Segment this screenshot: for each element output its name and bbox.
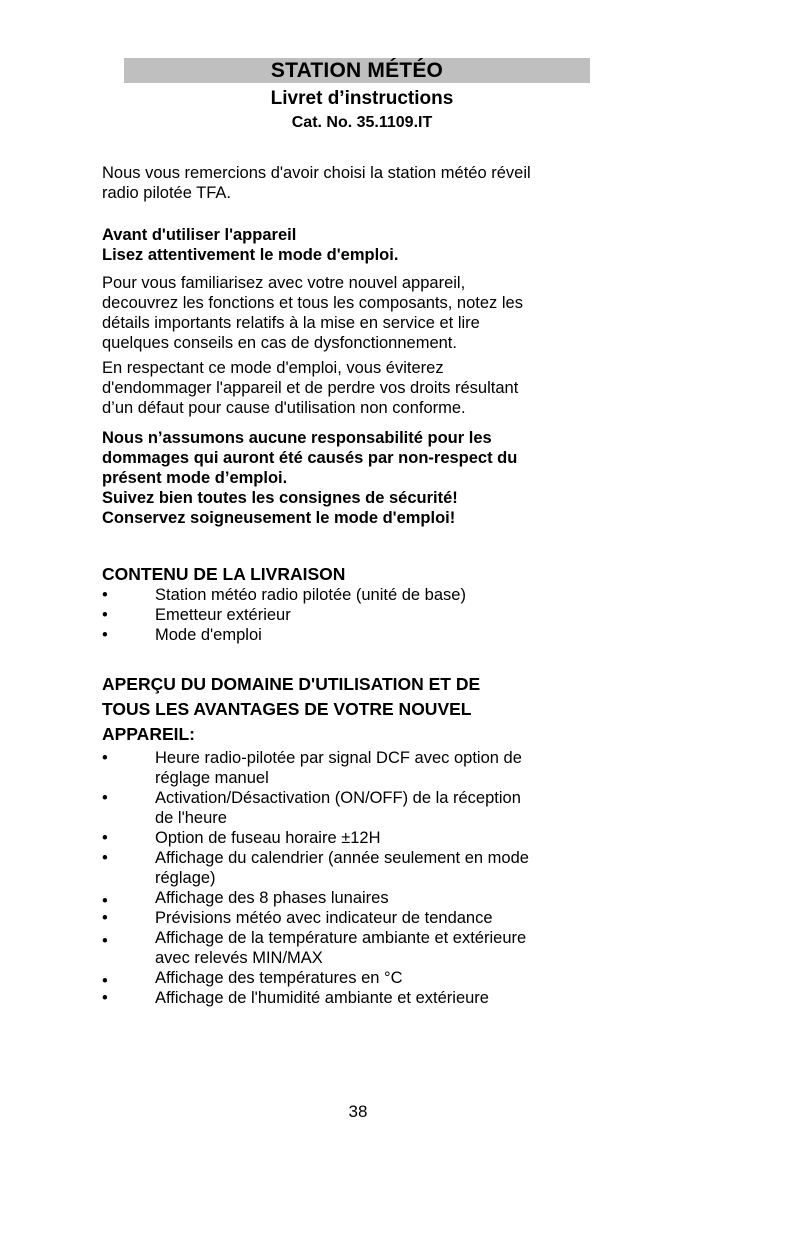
list-item-label-cont: de l'heure bbox=[155, 809, 227, 827]
list-item-label: Affichage des 8 phases lunaires bbox=[155, 889, 389, 907]
list-item-label: Mode d'emploi bbox=[155, 626, 262, 644]
respecting-line-2: d'endommager l'appareil et de perdre vos droits résultant bbox=[102, 379, 519, 397]
delivery-contents-heading: CONTENU DE LA LIVRAISON bbox=[102, 564, 346, 584]
bullet-icon: • bbox=[102, 892, 108, 910]
list-item-label-cont: avec relevés MIN/MAX bbox=[155, 949, 323, 967]
liability-line-2: dommages qui auront été causés par non-respect du bbox=[102, 449, 518, 467]
overview-heading-line-3: APPAREIL: bbox=[102, 724, 196, 744]
before-use-notice bbox=[102, 225, 624, 265]
respecting-line-3: d’un défaut pour cause d'utilisation non conforme. bbox=[102, 399, 466, 417]
list-item-label: Option de fuseau horaire ±12H bbox=[155, 829, 381, 847]
overview-features-list bbox=[102, 748, 632, 1008]
intro-line-1: Nous vous remercions d'avoir choisi la station météo réveil bbox=[102, 164, 531, 182]
bullet-icon: • bbox=[102, 932, 108, 950]
familiarize-paragraph bbox=[102, 273, 624, 353]
list-item bbox=[102, 848, 632, 888]
familiarize-line-3: détails importants relatifs à la mise en service et lire bbox=[102, 314, 480, 332]
before-use-line-2: Lisez attentivement le mode d'emploi. bbox=[102, 246, 399, 264]
bullet-icon: • bbox=[102, 829, 108, 847]
liability-line-4: Suivez bien toutes les consignes de sécurité! bbox=[102, 489, 458, 507]
bullet-icon: • bbox=[102, 972, 108, 990]
familiarize-line-4: quelques conseils en cas de dysfonctionnement. bbox=[102, 334, 457, 352]
list-item bbox=[102, 788, 632, 828]
list-item bbox=[102, 988, 632, 1008]
list-item-label: Affichage du calendrier (année seulement en mode bbox=[155, 849, 529, 867]
list-item bbox=[102, 748, 632, 788]
list-item-label: Affichage des températures en °C bbox=[155, 969, 403, 987]
familiarize-line-1: Pour vous familiarisez avec votre nouvel appareil, bbox=[102, 274, 466, 292]
before-use-line-1: Avant d'utiliser l'appareil bbox=[102, 226, 297, 244]
bullet-icon: • bbox=[102, 586, 108, 604]
bullet-icon: • bbox=[102, 789, 108, 807]
bullet-icon: • bbox=[102, 626, 108, 644]
bullet-icon: • bbox=[102, 849, 108, 867]
list-item-label-cont: réglage manuel bbox=[155, 769, 269, 787]
list-item bbox=[102, 828, 632, 848]
bullet-icon: • bbox=[102, 606, 108, 624]
list-item-label: Affichage de la température ambiante et extérieure bbox=[155, 929, 527, 947]
list-item-label: Station météo radio pilotée (unité de base) bbox=[155, 586, 466, 604]
respecting-line-1: En respectant ce mode d'emploi, vous éviterez bbox=[102, 359, 444, 377]
intro-paragraph bbox=[102, 163, 624, 203]
page-number: 38 bbox=[348, 1102, 368, 1121]
list-item-label: Emetteur extérieur bbox=[155, 606, 291, 624]
bullet-icon: • bbox=[102, 989, 108, 1007]
liability-line-1: Nous n’assumons aucune responsabilité pour les bbox=[102, 429, 492, 447]
overview-heading-line-2: TOUS LES AVANTAGES DE VOTRE NOUVEL bbox=[102, 699, 472, 719]
list-item-label-cont: réglage) bbox=[155, 869, 216, 887]
respecting-paragraph bbox=[102, 358, 624, 418]
list-item bbox=[102, 928, 632, 968]
liability-warning bbox=[102, 428, 624, 528]
list-item-label: Affichage de l'humidité ambiante et extérieure bbox=[155, 989, 489, 1007]
liability-line-3: présent mode d’emploi. bbox=[102, 469, 288, 487]
delivery-contents-list bbox=[102, 585, 632, 645]
overview-heading-line-1: APERÇU DU DOMAINE D'UTILISATION ET DE bbox=[102, 674, 481, 694]
catalog-number: Cat. No. 35.1109.IT bbox=[291, 114, 433, 131]
familiarize-line-2: decouvrez les fonctions et tous les composants, notez les bbox=[102, 294, 523, 312]
list-item bbox=[102, 625, 632, 645]
list-item-label: Prévisions météo avec indicateur de tendance bbox=[155, 909, 493, 927]
intro-line-2: radio pilotée TFA. bbox=[102, 184, 232, 202]
overview-heading bbox=[102, 672, 624, 747]
page-title: STATION MÉTÉO bbox=[270, 59, 444, 82]
list-item bbox=[102, 888, 632, 908]
list-item-label: Activation/Désactivation (ON/OFF) de la réception bbox=[155, 789, 521, 807]
list-item bbox=[102, 968, 632, 988]
list-item bbox=[102, 585, 632, 605]
document-subtitle: Livret d’instructions bbox=[270, 88, 454, 109]
list-item bbox=[102, 908, 632, 928]
list-item bbox=[102, 605, 632, 625]
list-item-label: Heure radio-pilotée par signal DCF avec option de bbox=[155, 749, 522, 767]
bullet-icon: • bbox=[102, 909, 108, 927]
liability-line-5: Conservez soigneusement le mode d'emploi! bbox=[102, 509, 456, 527]
bullet-icon: • bbox=[102, 749, 108, 767]
